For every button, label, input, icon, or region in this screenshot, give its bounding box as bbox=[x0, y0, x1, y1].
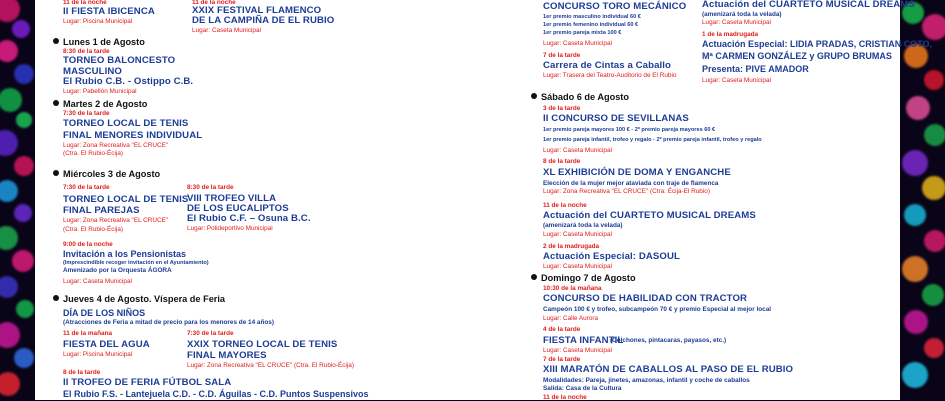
event-title: DÍA DE LOS NIÑOS bbox=[63, 308, 146, 318]
event-subtitle: El Rubio F.S. - Lantejuela C.D. - C.D. Águilas - C.D. Puntos Suspensivos bbox=[63, 389, 369, 399]
event-note: Modalidades: Pareja, jinetes, amazonas, infantil y coche de caballos bbox=[543, 377, 750, 384]
event-time: 10:30 de la mañana bbox=[543, 285, 602, 292]
event-title: Actuación del CUARTETO MUSICAL DREAMS bbox=[543, 210, 756, 221]
event-time: 3 de la tarde bbox=[543, 105, 581, 112]
event-title: TORNEO BALONCESTO bbox=[63, 55, 176, 66]
event-time: 1 de la madrugada bbox=[702, 31, 759, 38]
event-subtitle: El Rubio C.F. – Osuna B.C. bbox=[187, 213, 311, 224]
event-title: FINAL PAREJAS bbox=[63, 205, 140, 216]
event-title: FINAL MAYORES bbox=[187, 350, 267, 361]
event-time: 8 de la tarde bbox=[543, 158, 581, 165]
event-note: (amenizará toda la velada) bbox=[543, 222, 623, 229]
event-time: 9:00 de la noche bbox=[63, 241, 113, 248]
event-time: 11 de la noche bbox=[192, 0, 236, 6]
right-bokeh-decoration bbox=[900, 0, 945, 400]
event-title: II CONCURSO DE SEVILLANAS bbox=[543, 113, 689, 124]
day-heading: Jueves 4 de Agosto. Víspera de Feria bbox=[53, 295, 225, 304]
day-heading: Sábado 6 de Agosto bbox=[531, 93, 629, 102]
event-location: Lugar: Pabellón Municipal bbox=[63, 88, 137, 95]
event-note: (amenizará toda la velada) bbox=[702, 11, 782, 18]
event-title: DE LOS EUCALIPTOS bbox=[187, 203, 289, 214]
event-time: 11 de la noche bbox=[543, 202, 587, 209]
bullet-icon bbox=[531, 274, 537, 280]
event-location: Lugar: Zona Recreativa "EL CRUCE" bbox=[63, 217, 169, 224]
event-time: 8:30 de la tarde bbox=[187, 184, 234, 191]
event-title: TORNEO LOCAL DE TENIS bbox=[63, 118, 189, 129]
event-location: Lugar: Caseta Municipal bbox=[543, 231, 612, 238]
event-time: 8:30 de la tarde bbox=[63, 48, 110, 55]
bullet-icon bbox=[53, 170, 59, 176]
event-subtitle: El Rubio C.B. - Ostippo C.B. bbox=[63, 76, 194, 87]
event-title: Actuación Especial: LIDIA PRADAS, CRISTIAN COTO, bbox=[702, 39, 933, 49]
event-location: Lugar: Calle Aurora bbox=[543, 315, 599, 322]
event-note: 1er premio pareja mixta 100 € bbox=[543, 30, 622, 36]
event-note: Amenizado por la Orquesta ÁGORA bbox=[63, 267, 172, 274]
event-location: Lugar: Zona Recreativa "EL CRUCE" bbox=[63, 142, 169, 149]
event-time: 4 de la tarde bbox=[543, 326, 581, 333]
event-note: 1er premio femenino individual 60 € bbox=[543, 22, 639, 28]
event-title: Invitación a los Pensionistas bbox=[63, 249, 187, 259]
event-title: Mª CARMEN GONZÁLEZ y GRUPO BRUMAS bbox=[702, 51, 892, 61]
event-time: 7 de la tarde bbox=[543, 52, 581, 59]
event-time: 11 de la mañana bbox=[63, 330, 113, 337]
event-location: (Ctra. El Rubio-Écija) bbox=[63, 226, 124, 233]
event-time: 11 de la noche bbox=[63, 0, 107, 6]
event-title: XXIX FESTIVAL FLAMENCO bbox=[192, 5, 322, 16]
event-note: Salida: Casa de la Cultura bbox=[543, 385, 622, 392]
event-note: 1er premio masculino individual 60 € bbox=[543, 14, 641, 20]
event-title: TORNEO LOCAL DE TENIS bbox=[63, 194, 189, 205]
event-title: VIII TROFEO VILLA bbox=[187, 193, 277, 204]
event-location: Lugar: Caseta Municipal bbox=[543, 263, 612, 270]
event-note: (Imprescindible recoger invitación en el Ayuntamiento) bbox=[63, 260, 209, 266]
bullet-icon bbox=[53, 38, 59, 44]
event-location: Lugar: Piscina Municipal bbox=[63, 18, 133, 25]
event-title: Actuación del CUARTETO MUSICAL DREAMS bbox=[702, 0, 915, 10]
event-location: (Ctra. El Rubio-Écija) bbox=[63, 150, 124, 157]
bullet-icon bbox=[53, 295, 59, 301]
event-location: Lugar: Zona Recreativa "EL CRUCE" (Ctra. Écija-El Rubio) bbox=[543, 188, 710, 195]
bullet-icon bbox=[531, 93, 537, 99]
program-sheet bbox=[35, 0, 933, 401]
event-time: 7:30 de la tarde bbox=[63, 110, 110, 117]
left-bokeh-decoration bbox=[0, 0, 35, 400]
event-location: Lugar: Caseta Municipal bbox=[192, 27, 261, 34]
day-heading: Martes 2 de Agosto bbox=[53, 100, 147, 109]
event-title: II TROFEO DE FERIA FÚTBOL SALA bbox=[63, 377, 232, 388]
event-time: 7 de la tarde bbox=[543, 356, 581, 363]
event-title: FIESTA DEL AGUA bbox=[63, 339, 150, 350]
event-title: MASCULINO bbox=[63, 66, 122, 77]
event-time: 7:30 de la tarde bbox=[187, 330, 234, 337]
event-location: Lugar: Trasera del Teatro-Auditorio de El Rubio bbox=[543, 72, 677, 79]
event-title: Actuación Especial: DASOUL bbox=[543, 251, 680, 262]
day-heading: Domingo 7 de Agosto bbox=[531, 274, 636, 283]
day-heading: Miércoles 3 de Agosto bbox=[53, 170, 160, 179]
event-location: Lugar: Caseta Municipal bbox=[702, 77, 771, 84]
event-location: Lugar: Caseta Municipal bbox=[543, 347, 612, 354]
event-title: FIESTA INFANTIL bbox=[543, 335, 624, 346]
event-title: CONCURSO TORO MECÁNICO bbox=[543, 1, 687, 12]
event-location: Lugar: Polideportivo Municipal bbox=[187, 225, 273, 232]
event-time: 11 de la noche bbox=[543, 394, 587, 401]
event-location: Lugar: Caseta Municipal bbox=[543, 147, 612, 154]
day-heading: Lunes 1 de Agosto bbox=[53, 38, 145, 47]
event-note: (Colchones, pintacaras, payasos, etc.) bbox=[610, 337, 727, 344]
event-location: Lugar: Caseta Municipal bbox=[63, 278, 132, 285]
event-note: 1er premio pareja mayores 100 € - 2º premio pareja mayores 60 € bbox=[543, 127, 716, 133]
event-title: Carrera de Cintas a Caballo bbox=[543, 60, 671, 71]
event-location: Lugar: Piscina Municipal bbox=[63, 351, 133, 358]
event-title: II FIESTA IBICENCA bbox=[63, 6, 155, 17]
event-location: Lugar: Caseta Municipal bbox=[702, 19, 771, 26]
event-location: Lugar: Zona Recreativa "EL CRUCE" (Ctra. El Rubio-Écija) bbox=[187, 362, 354, 369]
bullet-icon bbox=[53, 100, 59, 106]
event-note: Elección de la mujer mejor ataviada con traje de flamenca bbox=[543, 180, 719, 187]
event-location: Lugar: Caseta Municipal bbox=[543, 40, 612, 47]
event-title: FINAL MENORES INDIVIDUAL bbox=[63, 130, 203, 141]
event-title: XXIX TORNEO LOCAL DE TENIS bbox=[187, 339, 338, 350]
event-title: DE LA CAMPIÑA DE EL RUBIO bbox=[192, 15, 335, 26]
event-time: 7:30 de la tarde bbox=[63, 184, 110, 191]
event-time: 2 de la madrugada bbox=[543, 243, 600, 250]
event-note: Campeón 100 € y trofeo, subcampeón 70 € y premio Especial al mejor local bbox=[543, 306, 772, 313]
event-note: (Atracciones de Feria a mitad de precio para los menores de 14 años) bbox=[63, 319, 274, 326]
event-title: XL EXHIBICIÓN DE DOMA Y ENGANCHE bbox=[543, 167, 731, 178]
event-title: Presenta: PIVE AMADOR bbox=[702, 64, 809, 74]
event-title: CONCURSO DE HABILIDAD CON TRACTOR bbox=[543, 293, 748, 304]
event-title: XIII MARATÓN DE CABALLOS AL PASO DE EL RUBIO bbox=[543, 364, 794, 375]
event-time: 8 de la tarde bbox=[63, 369, 101, 376]
event-note: 1er premio pareja infantil, trofeo y regalo - 2º premio pareja infantil, trofeo y regalo bbox=[543, 137, 762, 143]
